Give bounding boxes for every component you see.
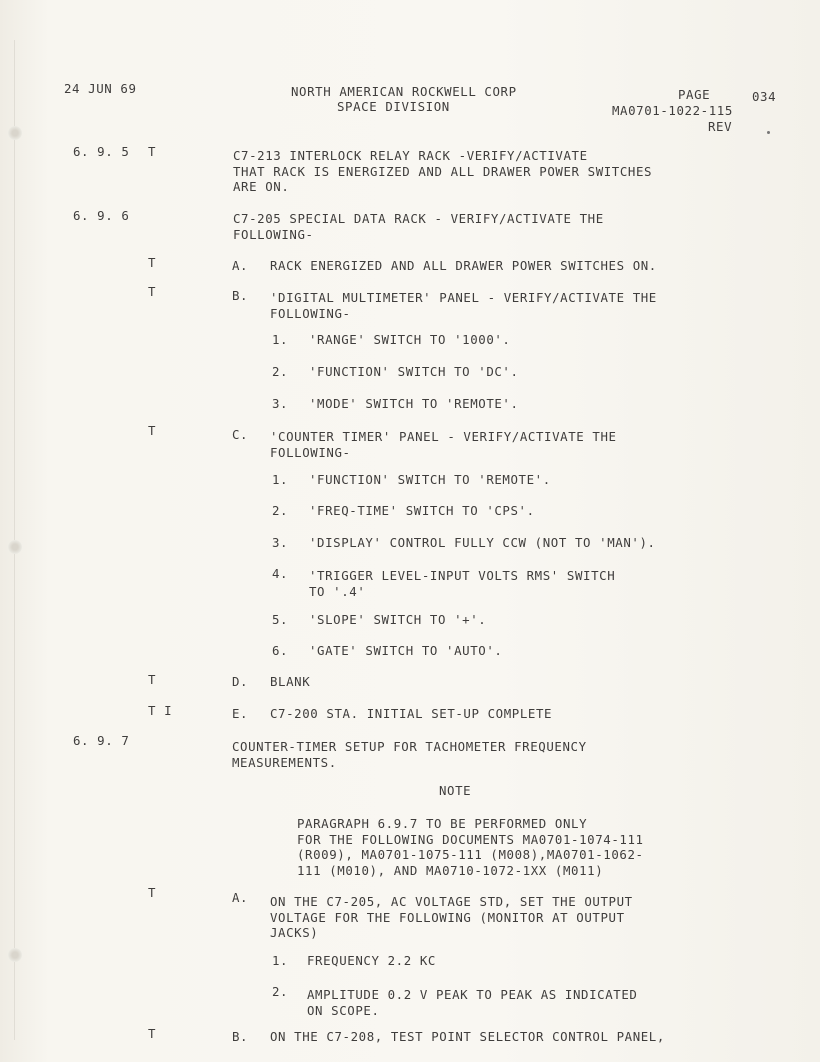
section-number: 6. 9. 5 xyxy=(73,144,130,159)
section-number: 6. 9. 7 xyxy=(73,733,130,748)
step-letter: A. xyxy=(232,890,249,905)
section-text: C7-205 SPECIAL DATA RACK - VERIFY/ACTIVATE THE FOLLOWING- xyxy=(233,211,604,242)
test-flag: T xyxy=(148,1026,157,1041)
step-letter: E. xyxy=(232,706,249,721)
step-text: RACK ENERGIZED AND ALL DRAWER POWER SWITCHES ON. xyxy=(270,258,657,273)
test-flag: T xyxy=(148,144,157,159)
section-text: COUNTER-TIMER SETUP FOR TACHOMETER FREQUENCY MEASUREMENTS. xyxy=(232,739,587,770)
punch-hole xyxy=(8,540,22,554)
item-text: 'FUNCTION' SWITCH TO 'DC'. xyxy=(309,364,519,379)
item-number: 3. xyxy=(272,535,289,550)
note-title: NOTE xyxy=(439,783,472,798)
item-text: 'FUNCTION' SWITCH TO 'REMOTE'. xyxy=(309,472,551,487)
test-flag: T xyxy=(148,423,157,438)
test-flag: T I xyxy=(148,703,173,718)
test-flag: T xyxy=(148,284,157,299)
item-text: 'DISPLAY' CONTROL FULLY CCW (NOT TO 'MAN'). xyxy=(309,535,656,550)
header-doc-number: MA0701-1022-115 xyxy=(612,103,733,118)
item-number: 3. xyxy=(272,396,289,411)
item-text: 'GATE' SWITCH TO 'AUTO'. xyxy=(309,643,503,658)
header-division: SPACE DIVISION xyxy=(337,99,450,114)
step-letter: C. xyxy=(232,427,249,442)
item-number: 5. xyxy=(272,612,289,627)
item-number: 2. xyxy=(272,364,289,379)
speck xyxy=(767,131,770,134)
step-text: ON THE C7-208, TEST POINT SELECTOR CONTROL PANEL, xyxy=(270,1029,665,1044)
item-text: 'RANGE' SWITCH TO '1000'. xyxy=(309,332,511,347)
item-text: FREQUENCY 2.2 KC xyxy=(307,953,436,968)
step-letter: D. xyxy=(232,674,249,689)
item-number: 4. xyxy=(272,566,289,581)
step-text: C7-200 STA. INITIAL SET-UP COMPLETE xyxy=(270,706,553,721)
item-number: 2. xyxy=(272,984,289,999)
header-page-number: 034 xyxy=(752,89,777,104)
step-text: 'DIGITAL MULTIMETER' PANEL - VERIFY/ACTIVATE THE FOLLOWING- xyxy=(270,290,657,321)
step-text: 'COUNTER TIMER' PANEL - VERIFY/ACTIVATE THE FOLLOWING- xyxy=(270,429,617,460)
section-number: 6. 9. 6 xyxy=(73,208,130,223)
section-text: C7-213 INTERLOCK RELAY RACK -VERIFY/ACTIVATE THAT RACK IS ENERGIZED AND ALL DRAWER POWER SWITCHES ARE ON. xyxy=(233,148,653,194)
item-text: 'TRIGGER LEVEL-INPUT VOLTS RMS' SWITCH TO '.4' xyxy=(309,568,616,599)
step-text: ON THE C7-205, AC VOLTAGE STD, SET THE OUTPUT VOLTAGE FOR THE FOLLOWING (MONITOR AT OUTPUT JACKS) xyxy=(270,894,633,940)
punch-hole xyxy=(8,126,22,140)
punch-hole xyxy=(8,948,22,962)
step-letter: B. xyxy=(232,1029,249,1044)
test-flag: T xyxy=(148,255,157,270)
note-text: PARAGRAPH 6.9.7 TO BE PERFORMED ONLY FOR THE FOLLOWING DOCUMENTS MA0701-1074-111 (R009), MA0701-1075-111 (M008),MA0701-1062- 111 (M010), AND MA0710-1072-1XX (M011) xyxy=(297,816,644,878)
item-number: 1. xyxy=(272,953,289,968)
item-number: 1. xyxy=(272,332,289,347)
item-number: 2. xyxy=(272,503,289,518)
item-text: AMPLITUDE 0.2 V PEAK TO PEAK AS INDICATED ON SCOPE. xyxy=(307,987,638,1018)
item-text: 'MODE' SWITCH TO 'REMOTE'. xyxy=(309,396,519,411)
step-text: BLANK xyxy=(270,674,311,689)
test-flag: T xyxy=(148,672,157,687)
step-letter: B. xyxy=(232,288,249,303)
test-flag: T xyxy=(148,885,157,900)
header-company: NORTH AMERICAN ROCKWELL CORP xyxy=(291,84,517,99)
header-page-label: PAGE xyxy=(678,87,711,102)
header-rev: REV xyxy=(708,119,733,134)
item-text: 'SLOPE' SWITCH TO '+'. xyxy=(309,612,487,627)
header-date: 24 JUN 69 xyxy=(64,81,137,96)
step-letter: A. xyxy=(232,258,249,273)
item-number: 6. xyxy=(272,643,289,658)
item-text: 'FREQ-TIME' SWITCH TO 'CPS'. xyxy=(309,503,535,518)
item-number: 1. xyxy=(272,472,289,487)
